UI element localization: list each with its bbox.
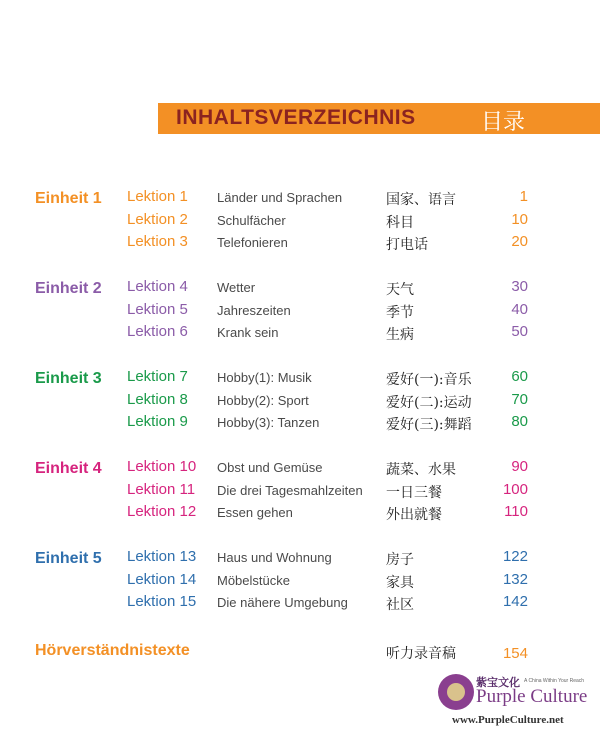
lesson-number: Lektion 3 [127, 233, 188, 250]
toc-row[interactable] [0, 391, 600, 413]
lesson-title-de: Hobby(2): Sport [217, 392, 309, 408]
listening-page: 154 [502, 645, 528, 662]
toc-row[interactable] [0, 548, 600, 570]
page-number: 90 [511, 458, 528, 475]
lesson-title-de: Jahreszeiten [217, 302, 291, 318]
lesson-number: Lektion 8 [127, 390, 188, 408]
lesson-title-de: Obst und Gemüse [217, 460, 323, 475]
lesson-title-de: Schulfächer [217, 212, 286, 228]
watermark-brand: Purple Culture [476, 686, 588, 707]
toc-row[interactable] [0, 188, 600, 210]
lesson-title-de: Länder und Sprachen [217, 190, 343, 205]
page-number: 100 [502, 480, 528, 498]
page-number: 132 [502, 570, 528, 588]
toc-row[interactable] [0, 301, 600, 323]
lesson-title-zh: 天气 [386, 282, 414, 298]
lesson-number: Lektion 12 [127, 503, 197, 520]
lesson-number: Lektion 1 [127, 188, 188, 205]
lesson-title-de: Möbelstücke [217, 572, 290, 588]
unit-label: Einheit 4 [35, 460, 102, 477]
lesson-number: Lektion 13 [127, 548, 197, 565]
toc-title-zh: 目录 [481, 110, 526, 135]
lesson-title-zh: 爱好(二):运动 [386, 394, 472, 411]
toc-row[interactable] [0, 593, 600, 615]
lesson-number: Lektion 5 [127, 300, 188, 318]
lesson-title-zh: 季节 [386, 304, 414, 321]
watermark [438, 672, 598, 732]
lesson-title-zh: 蔬菜、水果 [386, 462, 456, 478]
page-number: 80 [511, 413, 528, 430]
toc-row[interactable] [0, 278, 600, 300]
watermark-tagline: A China Within Your Reach [524, 678, 585, 684]
lesson-title-de: Essen gehen [217, 505, 293, 520]
lesson-number: Lektion 2 [127, 210, 188, 228]
page-number: 1 [519, 188, 528, 205]
toc-row[interactable] [0, 481, 600, 503]
lesson-title-zh: 爱好(一):音乐 [386, 372, 472, 388]
toc-banner [158, 103, 600, 134]
toc-row[interactable] [0, 323, 600, 345]
lesson-title-zh: 打电话 [386, 237, 428, 253]
lesson-number: Lektion 6 [127, 323, 188, 340]
page-number: 50 [511, 323, 528, 340]
page-number: 110 [504, 503, 528, 520]
lesson-title-zh: 一日三餐 [386, 484, 442, 501]
toc-row[interactable] [0, 571, 600, 593]
lesson-title-zh: 社区 [386, 597, 414, 613]
page-number: 70 [511, 390, 528, 408]
lesson-number: Lektion 7 [127, 368, 188, 385]
lesson-number: Lektion 4 [127, 278, 188, 295]
watermark-url: www.PurpleCulture.net [452, 714, 564, 726]
purple-culture-logo-icon [438, 674, 474, 710]
lesson-number: Lektion 14 [127, 570, 197, 588]
lesson-title-de: Die drei Tagesmahlzeiten [217, 482, 363, 498]
toc-row[interactable] [0, 233, 600, 255]
unit-label: Einheit 1 [35, 190, 102, 207]
page-number: 142 [502, 593, 528, 610]
unit-label: Einheit 2 [35, 280, 102, 297]
unit-label: Einheit 3 [35, 370, 102, 387]
page-number: 60 [511, 368, 528, 385]
lesson-title-zh: 爱好(三):舞蹈 [386, 417, 472, 433]
page-number: 20 [511, 233, 528, 250]
page-number: 30 [511, 278, 528, 295]
toc-row[interactable] [0, 368, 600, 390]
toc-title-de: INHALTSVERZEICHNIS [176, 106, 416, 129]
lesson-title-zh: 外出就餐 [386, 507, 442, 523]
lesson-title-de: Haus und Wohnung [217, 550, 332, 565]
page-number: 122 [502, 548, 528, 565]
lesson-title-zh: 家具 [386, 574, 414, 591]
lesson-number: Lektion 10 [127, 458, 197, 475]
toc-row[interactable] [0, 211, 600, 233]
toc-row[interactable] [0, 413, 600, 435]
toc-row[interactable] [0, 503, 600, 525]
watermark-zh-name: 紫宝文化 [476, 676, 520, 689]
lesson-title-de: Wetter [217, 280, 256, 295]
lesson-title-de: Die nähere Umgebung [217, 595, 348, 610]
lesson-title-de: Hobby(1): Musik [217, 370, 312, 385]
lesson-number: Lektion 15 [127, 593, 197, 610]
lesson-title-de: Telefonieren [217, 235, 288, 250]
page-number: 10 [511, 210, 528, 228]
page-number: 40 [511, 300, 528, 318]
lesson-title-zh: 国家、语言 [386, 192, 456, 208]
lesson-number: Lektion 11 [127, 480, 196, 498]
toc-row[interactable] [0, 458, 600, 480]
unit-label: Einheit 5 [35, 550, 102, 567]
listening-zh: 听力录音稿 [386, 646, 456, 662]
lesson-title-zh: 房子 [386, 552, 414, 568]
lesson-title-zh: 生病 [386, 327, 414, 343]
listening-label[interactable]: Hörverständnistexte [35, 642, 190, 659]
lesson-title-zh: 科目 [386, 214, 414, 231]
lesson-number: Lektion 9 [127, 413, 188, 430]
lesson-title-de: Krank sein [217, 325, 279, 340]
lesson-title-de: Hobby(3): Tanzen [217, 415, 320, 430]
